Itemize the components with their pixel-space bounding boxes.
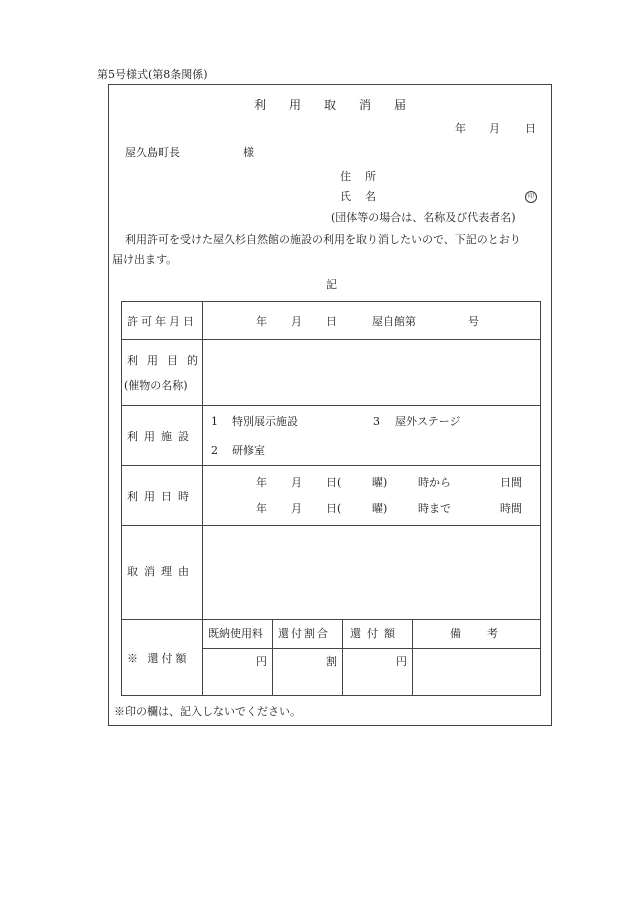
purpose-sublabel: (催物の名称) [124,379,188,392]
datetime-line2-day: 日( [326,502,342,515]
datetime-line2-weekday: 曜) [372,502,388,515]
refund-unit-yen-2: 円 [396,655,407,668]
datetime-line1-day: 日( [326,476,342,489]
datetime-line2-month: 月 [291,502,302,515]
refund-col-divider-2 [342,619,343,696]
refund-col-divider-1 [272,619,273,696]
datetime-line1-weekday: 曜) [372,476,388,489]
refund-unit-wari: 割 [326,655,337,668]
form-title-char-1: 利 [254,98,267,112]
table-border-left [121,301,122,696]
seal-mark: 印 [525,191,537,203]
permit-year-label: 年 [256,315,267,328]
date-year-label: 年 [455,122,466,135]
facility-option-3-num: 3 [373,415,380,428]
facility-option-3-name: 屋外ステージ [395,415,461,428]
datetime-line2-year: 年 [256,502,267,515]
datetime-line1-time: 時から [418,476,451,489]
facility-option-2-name: 研修室 [232,444,265,457]
cancel-reason-label: 取消理由 [127,565,195,578]
table-row-divider-1 [121,339,541,340]
refund-header-paid-fee: 既納使用料 [208,627,263,640]
date-day-label: 日 [525,122,536,135]
body-text-line-2: 届け出ます。 [112,253,178,266]
facility-option-1-name: 特別展示施設 [232,415,298,428]
permit-number-prefix: 屋自館第 [372,315,416,328]
refund-subrow-divider [202,648,541,649]
datetime-line1-days: 日間 [500,476,522,489]
form-title-char-5: 届 [394,98,407,112]
table-border-top [121,301,541,302]
datetime-line1-year: 年 [256,476,267,489]
refund-header-amount: 還付額 [350,627,401,640]
facility-label: 利用施設 [127,430,195,443]
address-label-2: 所 [365,170,376,183]
form-title-char-4: 消 [359,98,372,112]
refund-label: ※ 還付額 [127,652,190,665]
date-month-label: 月 [489,122,500,135]
addressee-honorific: 様 [243,146,254,159]
table-row-divider-2 [121,405,541,406]
table-border-right [540,301,541,696]
datetime-line2-hours: 時間 [500,502,522,515]
permit-date-label: 許可年月日 [127,315,197,328]
permit-month-label: 月 [291,315,302,328]
datetime-line2-time: 時まで [418,502,451,515]
group-note: (団体等の場合は、名称及び代表者名) [331,211,516,224]
refund-header-remarks: 備考 [450,627,524,640]
form-number-label: 第5号様式(第8条関係) [97,68,208,81]
datetime-line1-month: 月 [291,476,302,489]
table-row-divider-4 [121,525,541,526]
facility-option-2-num: 2 [211,444,218,457]
footnote: ※印の欄は、記入しないでください。 [114,705,301,718]
ki-heading: 記 [326,278,337,291]
addressee-name: 屋久島町長 [125,146,180,159]
permit-number-suffix: 号 [468,315,479,328]
refund-col-divider-3 [412,619,413,696]
name-label-2: 名 [365,190,376,203]
address-label-1: 住 [340,170,351,183]
refund-header-ratio: 還付割合 [278,627,330,640]
body-text-line-1: 利用許可を受けた屋久杉自然館の施設の利用を取り消したいので、下記のとおり [125,233,521,246]
table-border-bottom [121,695,541,696]
facility-option-1-num: 1 [211,415,218,428]
form-title-char-3: 取 [324,98,337,112]
datetime-label: 利用日時 [127,490,195,503]
refund-unit-yen-1: 円 [256,655,267,668]
name-label-1: 氏 [340,190,351,203]
table-row-divider-5 [121,619,541,620]
purpose-label: 利用目的 [127,354,207,367]
table-row-divider-3 [121,465,541,466]
form-title-char-2: 用 [289,98,302,112]
permit-day-label: 日 [326,315,337,328]
